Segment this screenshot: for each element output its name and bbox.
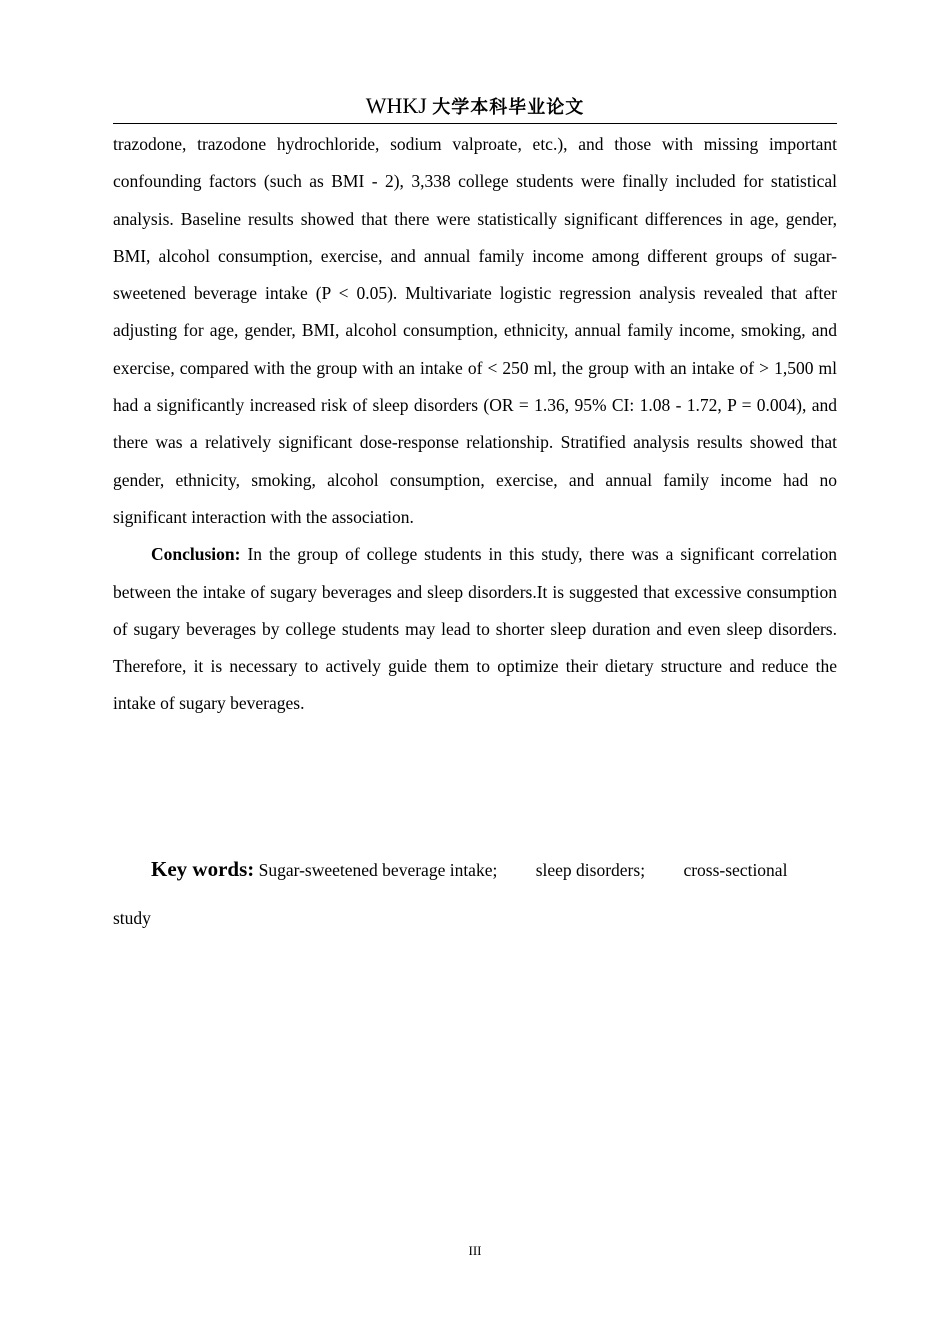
header-title-chinese: 大学本科毕业论文 <box>432 97 585 118</box>
keyword-item: Sugar-sweetened beverage intake; <box>258 860 498 880</box>
keyword-item: sleep disorders; <box>535 860 646 880</box>
keywords-section <box>113 845 813 942</box>
keyword-item: cross-sectional study <box>113 860 788 928</box>
conclusion-text: In the group of college students in this study, there was a significant correlation between the intake of sugary beverages and sleep disorders.It is suggested that excessive consumption of sugary beverages by college students may lead to shorter sleep duration and even sleep disorders. Therefore, it is necessary to actively guide them to optimize their dietary structure and reduce the intake of sugary beverages. <box>113 544 837 714</box>
page-header <box>113 92 837 124</box>
header-title-latin: WHKJ <box>365 93 427 118</box>
keywords-label: Key words: <box>151 857 255 881</box>
abstract-body <box>113 126 837 723</box>
page-number: III <box>468 1243 482 1258</box>
conclusion-label: Conclusion: <box>151 544 241 565</box>
results-paragraph: trazodone, trazodone hydrochloride, sodium valproate, etc.), and those with missing important confounding factors (such as BMI - 2), 3,338 college students were finally included for statistical analysis. Baseline results showed that there were statistically significant differences in age, gender, BMI, alcohol consumption, exercise, and annual family income among different groups of sugar-sweetened beverage intake (P < 0.05). Multivariate logistic regression analysis revealed that after adjusting for age, gender, BMI, alcohol consumption, ethnicity, annual family income, smoking, and exercise, compared with the group with an intake of < 250 ml, the group with an intake of > 1,500 ml had a significantly increased risk of sleep disorders (OR = 1.36, 95% CI: 1.08 - 1.72, P = 0.004), and there was a relatively significant dose-response relationship. Stratified analysis results showed that gender, ethnicity, smoking, alcohol consumption, exercise, and annual family income had no significant interaction with the association. <box>113 134 837 527</box>
conclusion-paragraph <box>113 536 837 722</box>
